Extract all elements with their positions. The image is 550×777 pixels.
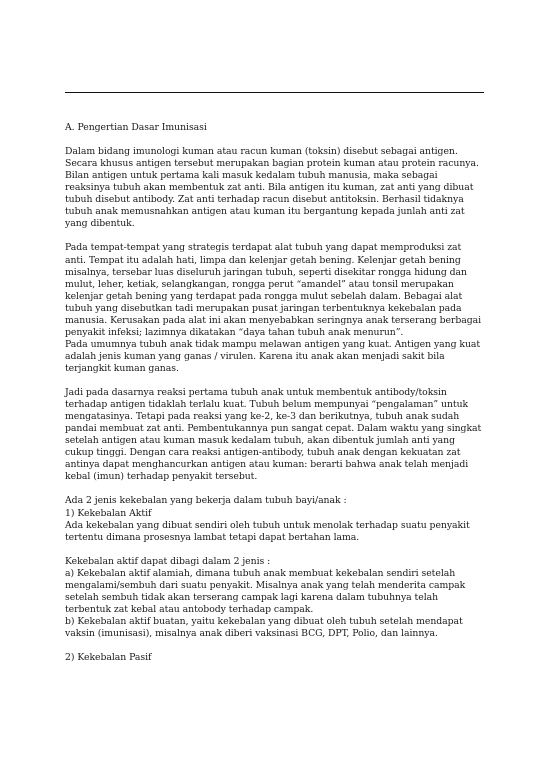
- section-heading: A. Pengertian Dasar Imunisasi: [65, 122, 207, 133]
- paragraph-active-immunity-types: Kekebalan aktif dapat dibagi dalam 2 jenis : a) Kekebalan aktif alamiah, dimana tubuh anak membuat kekebalan sendiri setelah mengalami/sembuh dari suatu penyakit. Misalnya anak yang telah menderita campak setelah sembuh tidak akan terserang campak lagi karena dalam tubuhnya telah terbentuk zat kebal atau antobody terhadap campak. b) Kekebalan aktif buatan, yaitu kekebalan yang dibuat oleh tubuh setelah mendapat vaksin (imunisasi), misalnya anak diberi vaksinasi BCG, DPT, Polio, dan lainnya.: [65, 555, 466, 639]
- paragraph-antigen-definition: Dalam bidang imunologi kuman atau racun kuman (toksin) disebut sebagai antigen. Secara khusus antigen tersebut merupakan bagian protein kuman atau protein racunya. Bilan antigen untuk pertama kali masuk kedalam tubuh manusia, maka sebagai reaksinya tubuh akan membentuk zat anti. Bila antigen itu kuman, zat anti yang dibuat tubuh disebut antibody. Zat anti terhadap racun disebut antitoksin. Berhasil tidaknya tubuh anak memusnahkan antigen atau kuman itu bergantung kepada junlah anti zat yang dibentuk.: [65, 146, 479, 230]
- paragraph-gap: [65, 375, 491, 387]
- paragraph-active-immunity: Ada 2 jenis kekebalan yang bekerja dalam tubuh bayi/anak : 1) Kekebalan Aktif Ada kekebalan yang dibuat sendiri oleh tubuh untuk menolak terhadap suatu penyakit tertentu dimana prosesnya lambat tetapi dapat bertahan lama.: [65, 495, 470, 543]
- paragraph-gap: [65, 640, 491, 652]
- header-rule: [65, 92, 484, 93]
- paragraph-gap: [65, 544, 491, 556]
- document-body: [65, 122, 491, 664]
- paragraph-antibody-reaction: Jadi pada dasarnya reaksi pertama tubuh anak untuk membentuk antibody/toksin terhadap antigen tidaklah terlalu kuat. Tubuh belum mempunyai “pengalaman” untuk mengatasinya. Tetapi pada reaksi yang ke-2, ke-3 dan berikutnya, tubuh anak sudah pandai membuat zat anti. Pembentukannya pun sangat cepat. Dalam waktu yang singkat setelah antigen atau kuman masuk kedalam tubuh, akan dibentuk jumlah anti yang cukup tinggi. Dengan cara reaksi antigen-antibody, tubuh anak dengan kekuatan zat antinya dapat menghancurkan antigen atau kuman: berarti bahwa anak telah menjadi kebal (imun) terhadap penyakit tersebut.: [65, 387, 482, 483]
- paragraph-gap: [65, 134, 491, 146]
- paragraph-gap: [65, 483, 491, 495]
- paragraph-passive-immunity: 2) Kekebalan Pasif: [65, 652, 152, 664]
- paragraph-gap: [65, 230, 491, 242]
- paragraph-immune-organs: Pada tempat-tempat yang strategis terdapat alat tubuh yang dapat memproduksi zat anti. Tempat itu adalah hati, limpa dan kelenjar getah bening. Kelenjar getah bening misalnya, tersebar luas diseluruh jaringan tubuh, seperti disekitar rongga hidung dan mulut, leher, ketiak, selangkangan, rongga perut “amandel” atau tonsil merupakan kelenjar getah bening yang terdapat pada rongga mulut sebelah dalam. Bebagai alat tubuh yang disebutkan tadi merupakan pusat jaringan terbentuknya kekebalan pada manusia. Kerusakan pada alat ini akan menyebabkan seringnya anak terserang berbagai penyakit infeksi; lazimnya dikatakan “daya tahan tubuh anak menurun”. Pada umumnya tubuh anak tidak mampu melawan antigen yang kuat. Antigen yang kuat adalah jenis kuman yang ganas / virulen. Karena itu anak akan menjadi sakit bila terjangkit kuman ganas.: [65, 242, 482, 374]
